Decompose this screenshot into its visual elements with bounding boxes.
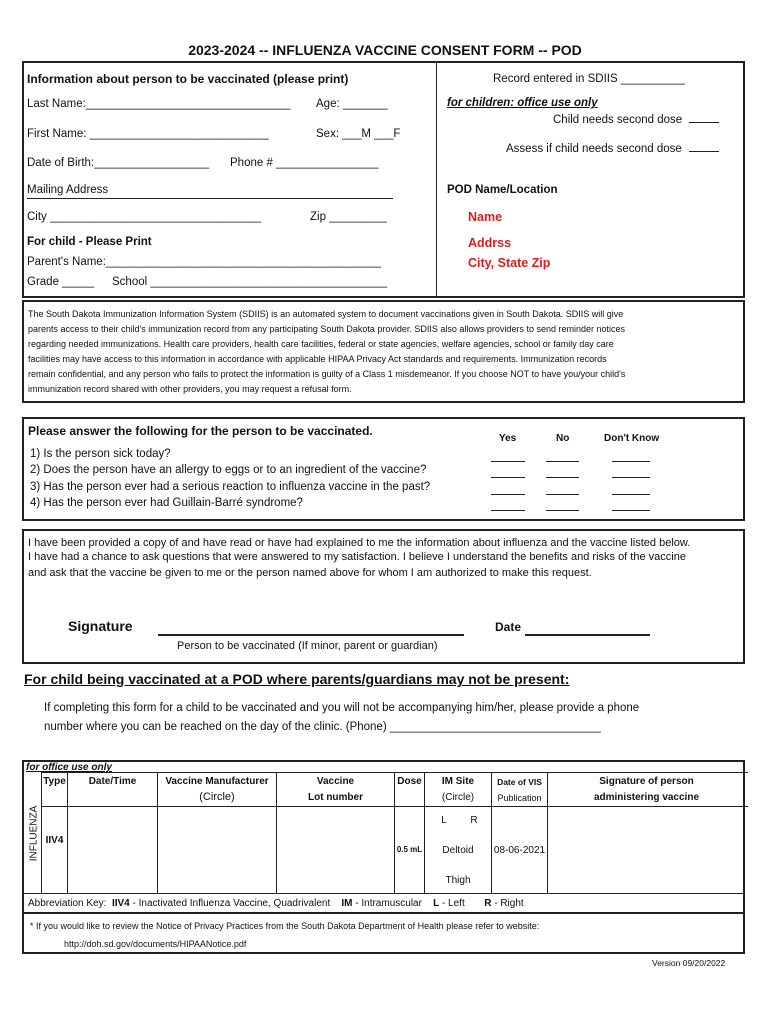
abbreviation-key: [28, 898, 524, 909]
first-name-field[interactable]: First Name: ____________________________: [27, 128, 269, 140]
abbrev-l: L: [433, 898, 440, 909]
q1-no-blank[interactable]: [546, 461, 579, 462]
assess-label: Assess if child needs second dose: [506, 143, 682, 155]
school-field[interactable]: School _____________________________________: [112, 276, 388, 288]
sdiis-line-5: remain confidential, and any person who fails to protect the information is guilty of a Class 1 misdemeanor. If you choose NOT to have you/your child's: [28, 369, 626, 379]
city-field[interactable]: City _________________________________: [27, 211, 262, 223]
signature-caption: Person to be vaccinated (If minor, parent or guardian): [177, 640, 438, 652]
header-lot: Lot number: [308, 792, 363, 803]
consent-line-2: I have had a chance to ask questions that were answered to my satisfaction. I believe I understand the benefits and risks of the vaccine: [28, 551, 686, 563]
question-4: 4) Has the person ever had Guillain-Barré syndrome?: [30, 497, 303, 509]
col-line-manufacturer: [276, 772, 277, 893]
q2-dk-blank[interactable]: [612, 477, 650, 478]
pod-address: Addrss: [468, 236, 512, 250]
record-entered-field[interactable]: Record entered in SDIIS __________: [493, 73, 685, 85]
mailing-address-line[interactable]: [27, 198, 393, 199]
header-vis-publication: Publication: [497, 793, 542, 803]
header-im-site: IM Site: [441, 776, 475, 787]
row-site-thigh[interactable]: Thigh: [445, 875, 471, 886]
for-children-office-label: for children: office use only: [447, 97, 598, 109]
for-child-label: For child - Please Print: [27, 236, 152, 248]
header-vaccine: Vaccine: [316, 776, 355, 787]
mailing-address-label: Mailing Address: [27, 184, 109, 196]
q4-no-blank[interactable]: [546, 510, 579, 511]
abbrev-iiv4-desc: - Inactivated Influenza Vaccine, Quadrivalent: [129, 898, 331, 909]
person-info-divider: [436, 62, 437, 297]
header-dose: Dose: [397, 776, 422, 787]
row-site-deltoid[interactable]: Deltoid: [442, 845, 474, 856]
signature-line[interactable]: [158, 634, 464, 636]
header-manufacturer-circle: (Circle): [199, 791, 235, 803]
col-no-header: No: [556, 433, 570, 444]
header-signature-sub: administering vaccine: [593, 792, 700, 803]
questions-heading: Please answer the following for the person to be vaccinated.: [28, 424, 373, 438]
abbrev-r-desc: - Right: [491, 898, 524, 909]
sdiis-line-6: immunization record shared with other providers, you may request a refusal form.: [28, 384, 352, 394]
q2-no-blank[interactable]: [546, 477, 579, 478]
q4-dk-blank[interactable]: [612, 510, 650, 511]
sdiis-line-1: The South Dakota Immunization Information System (SDIIS) is an automated system to document vaccinations given in South Dakota. SDIIS will give: [28, 309, 624, 319]
row-type-iiv4: IIV4: [45, 835, 64, 846]
consent-line-1: I have been provided a copy of and have read or have had explained to me the information about influenza and the vaccine listed below.: [28, 537, 691, 549]
consent-line-3: and ask that the vaccine be given to me or the person named above for whom I am authorized to make this request.: [28, 567, 592, 579]
col-line-vaccine: [394, 772, 395, 893]
question-1: 1) Is the person sick today?: [30, 448, 171, 460]
pod-child-line-1: If completing this form for a child to be vaccinated and you will not be accompanying him/her, please provide a phone: [44, 702, 640, 714]
pod-location-label: POD Name/Location: [447, 184, 558, 196]
header-type: Type: [43, 776, 66, 787]
abbrev-im: IM: [341, 898, 353, 909]
header-datetime: Date/Time: [88, 776, 137, 787]
office-use-label: for office use only: [26, 762, 112, 773]
child-needs-blank[interactable]: [689, 122, 719, 123]
header-im-circle: (Circle): [441, 792, 475, 803]
abbrev-im-desc: - Intramuscular: [352, 898, 422, 909]
q2-yes-blank[interactable]: [491, 477, 525, 478]
last-name-field[interactable]: Last Name:________________________________: [27, 98, 291, 110]
col-line-type-left: [41, 772, 42, 893]
pod-name: Name: [468, 210, 503, 224]
assess-blank[interactable]: [689, 151, 719, 152]
pod-child-phone-field[interactable]: number where you can be reached on the day of the clinic. (Phone) _________________________________: [44, 721, 601, 733]
form-title: 2023-2024 -- INFLUENZA VACCINE CONSENT FORM -- POD: [188, 42, 582, 58]
parent-name-field[interactable]: Parent's Name:___________________________________________: [27, 256, 381, 268]
privacy-divider: [22, 912, 745, 914]
abbrev-r: R: [484, 898, 492, 909]
assess-second-dose: [506, 143, 719, 155]
col-line-type: [67, 772, 68, 893]
q1-yes-blank[interactable]: [491, 461, 525, 462]
abbrev-l-desc: - Left: [439, 898, 465, 909]
header-manufacturer: Vaccine Manufacturer: [165, 776, 269, 787]
header-vis: Date of VIS: [497, 777, 542, 787]
privacy-line: * If you would like to review the Notice of Privacy Practices from the South Dakota Department of Health please refer to website:: [30, 921, 540, 931]
zip-field[interactable]: Zip _________: [310, 211, 387, 223]
age-field[interactable]: Age: _______: [316, 98, 388, 110]
date-line[interactable]: [525, 634, 650, 636]
q1-dk-blank[interactable]: [612, 461, 650, 462]
abbrev-key-label: Abbreviation Key:: [28, 898, 107, 909]
q3-no-blank[interactable]: [546, 494, 579, 495]
version-label: Version 09/20/2022: [652, 958, 726, 968]
dob-field[interactable]: Date of Birth:__________________: [27, 157, 210, 169]
grade-field[interactable]: Grade _____: [27, 276, 95, 288]
col-line-im: [491, 772, 492, 893]
sex-field[interactable]: Sex: ___M ___F: [316, 128, 401, 140]
sdiis-line-2: parents access to their child's immunization record from any participating South Dakota provider. SDIIS also allows providers to send reminder notices: [28, 324, 625, 334]
influenza-side-label: INFLUENZA: [28, 805, 40, 862]
phone-field[interactable]: Phone # ________________: [230, 157, 379, 169]
row-site-l[interactable]: L: [441, 815, 447, 826]
col-yes-header: Yes: [499, 433, 517, 444]
row-vis-date: 08-06-2021: [493, 845, 546, 856]
q4-yes-blank[interactable]: [491, 510, 525, 511]
date-label: Date: [495, 620, 522, 634]
sdiis-line-4: facilities may have access to this information in accordance with applicable HIPAA Privacy Act standards and requirements. Immunization records: [28, 354, 607, 364]
table-body-bottom: [22, 893, 745, 894]
sdiis-line-3: regarding needed immunizations. Health care providers, health care facilities, federal or state agencies, welfare agencies, school or family day care: [28, 339, 614, 349]
q3-yes-blank[interactable]: [491, 494, 525, 495]
pod-city-state-zip: City, State Zip: [468, 256, 551, 270]
abbrev-iiv4: IIV4: [111, 898, 130, 909]
privacy-url[interactable]: http://doh.sd.gov/documents/HIPAANotice.pdf: [64, 939, 247, 949]
signature-label: Signature: [68, 618, 133, 634]
person-info-heading: Information about person to be vaccinated (please print): [27, 72, 349, 86]
row-site-r[interactable]: R: [470, 815, 478, 826]
question-2: 2) Does the person have an allergy to eggs or to an ingredient of the vaccine?: [30, 464, 427, 476]
col-dont-know-header: Don't Know: [604, 433, 660, 444]
row-dose: 0.5 mL: [396, 845, 423, 854]
child-needs-second-dose: [553, 114, 719, 126]
child-needs-label: Child needs second dose: [553, 114, 683, 126]
header-signature: Signature of person: [599, 776, 694, 787]
pod-child-heading: For child being vaccinated at a POD where parents/guardians may not be present:: [24, 671, 570, 687]
question-3: 3) Has the person ever had a serious reaction to influenza vaccine in the past?: [30, 481, 431, 493]
col-line-vis: [547, 772, 548, 893]
q3-dk-blank[interactable]: [612, 494, 650, 495]
